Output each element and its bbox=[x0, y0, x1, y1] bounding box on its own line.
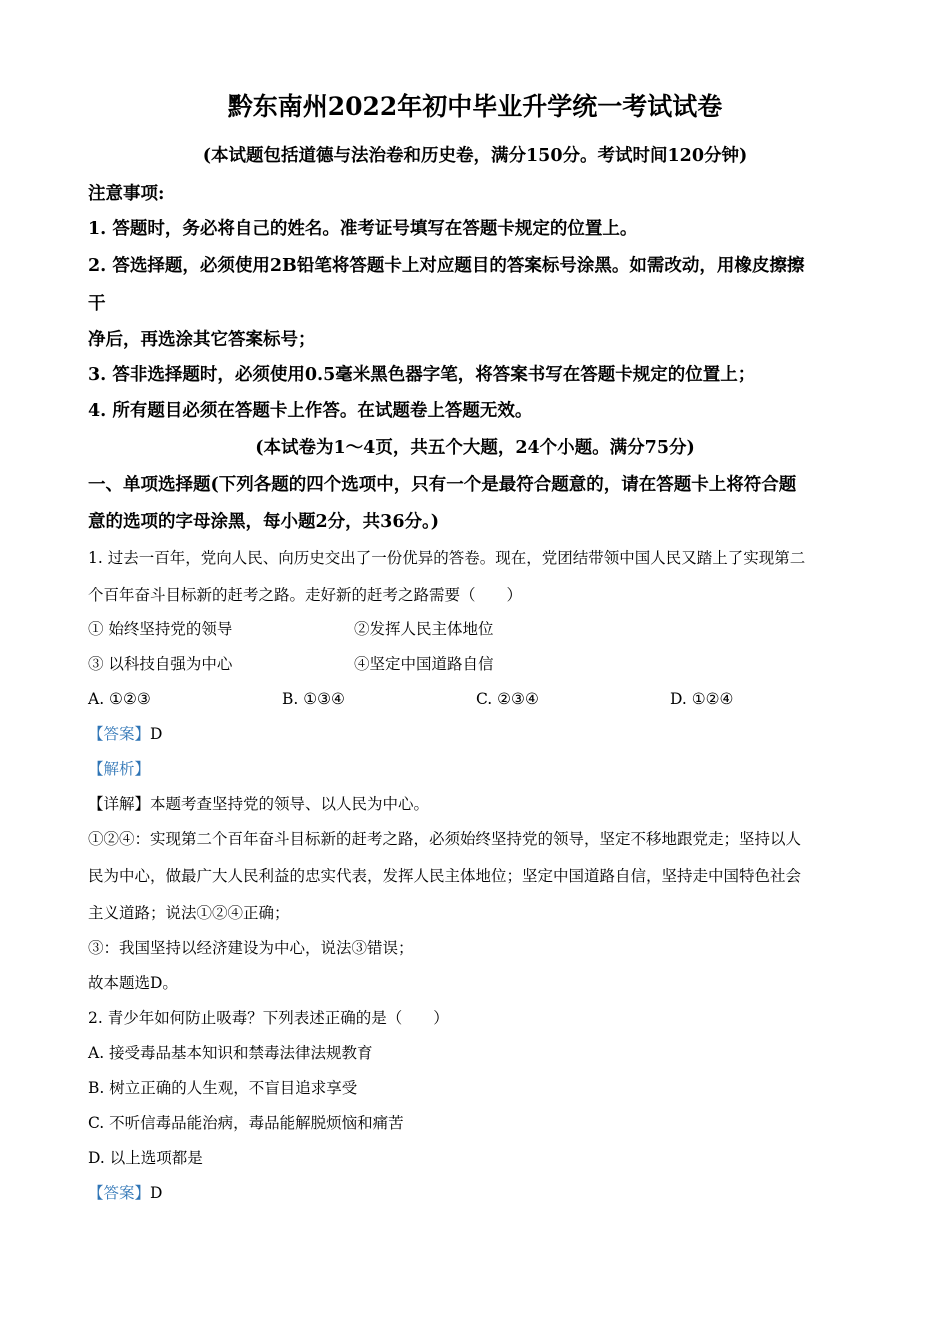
notice-item: 干 bbox=[88, 294, 106, 314]
option-a: A. ①②③ bbox=[88, 690, 151, 708]
question-2-stem: 2. 青少年如何防止吸毒？下列表述正确的是（ ） bbox=[88, 1009, 449, 1027]
section-heading: 一、单项选择题(下列各题的四个选项中，只有一个是最符合题意的，请在答题卡上将符合题 bbox=[88, 475, 797, 495]
analysis-text: ①②④：实现第二个百年奋斗目标新的赶考之路，必须始终坚持党的领导，坚定不移地跟党走；坚持以人 bbox=[88, 830, 802, 848]
answer-line bbox=[88, 727, 162, 743]
notice-item: 4. 所有题目必须在答题卡上作答。在试题卷上答题无效。 bbox=[88, 401, 533, 421]
statement: ① 始终坚持党的领导 bbox=[88, 620, 233, 638]
option-c: C. ②③④ bbox=[476, 690, 539, 708]
option-a: A. 接受毒品基本知识和禁毒法律法规教育 bbox=[88, 1044, 373, 1062]
option-b: B. 树立正确的人生观，不盲目追求享受 bbox=[88, 1079, 358, 1097]
analysis-text: 故本题选D。 bbox=[88, 974, 178, 992]
statement: ③ 以科技自强为中心 bbox=[88, 655, 233, 673]
analysis-tag: 【解析】 bbox=[88, 760, 151, 778]
notice-heading: 注意事项: bbox=[88, 184, 165, 204]
detail-tag: 【详解】 bbox=[88, 795, 151, 813]
option-d: D. ①②④ bbox=[670, 690, 734, 708]
volume-note: (本试卷为1～4页，共五个大题，24个小题。满分75分) bbox=[255, 438, 695, 458]
question-1-stem: 个百年奋斗目标新的赶考之路。走好新的赶考之路需要（ ） bbox=[88, 586, 523, 604]
option-d: D. 以上选项都是 bbox=[88, 1149, 203, 1167]
answer-tag: 【答案】 bbox=[88, 1184, 151, 1202]
analysis-text: 民为中心，做最广大人民利益的忠实代表，发挥人民主体地位；坚定中国道路自信，坚持走中国特色社会 bbox=[88, 867, 802, 885]
notice-item: 净后，再选涂其它答案标号； bbox=[88, 330, 316, 350]
analysis-text: ③：我国坚持以经济建设为中心，说法③错误； bbox=[88, 939, 414, 957]
notice-item: 3. 答非选择题时，必须使用0.5毫米黑色器字笔，将答案书写在答题卡规定的位置上； bbox=[88, 365, 756, 385]
option-c: C. 不听信毒品能治病，毒品能解脱烦恼和痛苦 bbox=[88, 1114, 404, 1132]
page-subtitle: (本试题包括道德与法治卷和历史卷，满分150分。考试时间120分钟) bbox=[202, 146, 748, 166]
page-title: 黔东南州2022年初中毕业升学统一考试试卷 bbox=[227, 92, 723, 121]
detail-text: 本题考查坚持党的领导、以人民为中心。 bbox=[150, 795, 430, 813]
answer-tag: 【答案】 bbox=[88, 725, 151, 743]
notice-item: 1. 答题时，务必将自己的姓名。准考证号填写在答题卡规定的位置上。 bbox=[88, 219, 638, 239]
detail-line bbox=[88, 797, 429, 813]
section-heading: 意的选项的字母涂黑，每小题2分，共36分。) bbox=[88, 512, 440, 532]
statement: ④坚定中国道路自信 bbox=[354, 655, 494, 673]
analysis-text: 主义道路；说法①②④正确； bbox=[88, 904, 290, 922]
notice-item: 2. 答选择题，必须使用2B铅笔将答题卡上对应题目的答案标号涂黑。如需改动，用橡皮擦擦 bbox=[88, 256, 805, 276]
answer-value: D bbox=[150, 725, 163, 743]
question-1-stem: 1. 过去一百年，党向人民、向历史交出了一份优异的答卷。现在，党团结带领中国人民又踏上了实现第二 bbox=[88, 549, 806, 567]
option-b: B. ①③④ bbox=[282, 690, 345, 708]
statement: ②发挥人民主体地位 bbox=[354, 620, 494, 638]
answer-line bbox=[88, 1186, 162, 1202]
answer-value: D bbox=[150, 1184, 163, 1202]
